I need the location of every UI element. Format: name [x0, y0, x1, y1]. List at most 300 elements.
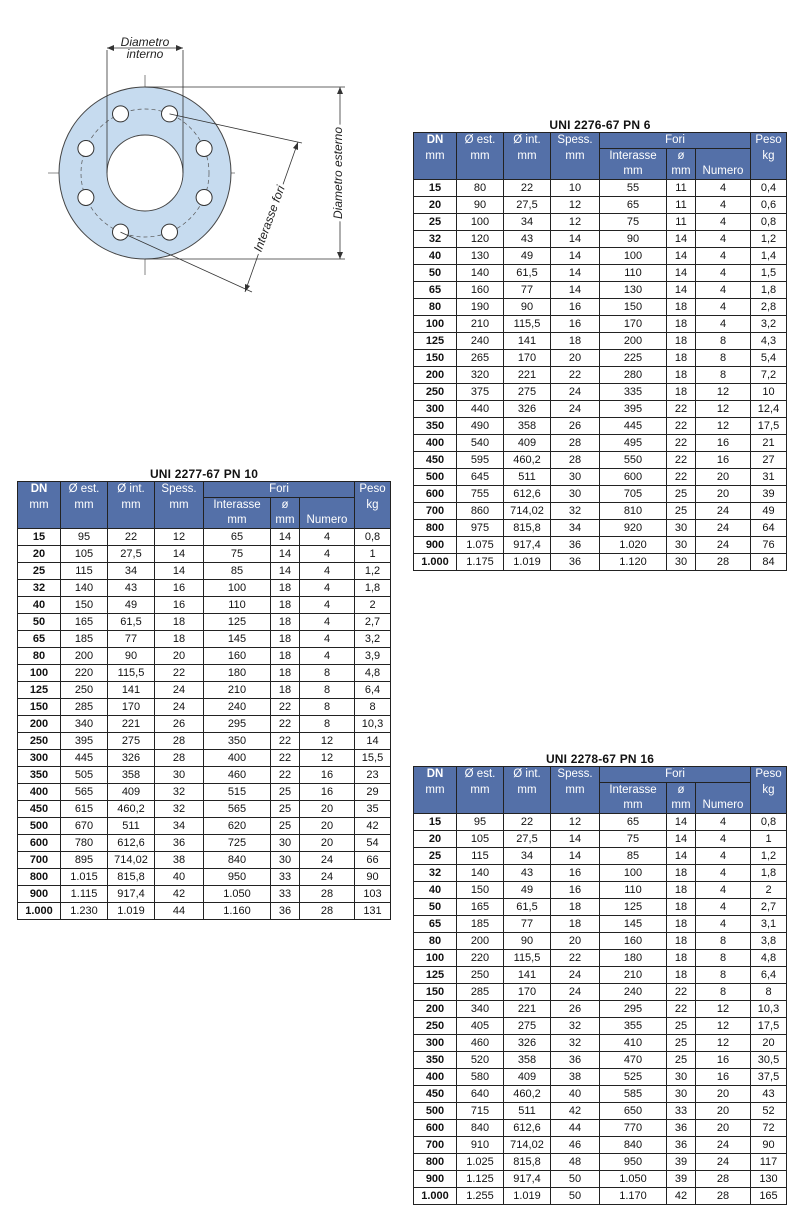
cell-peso: 0,6	[751, 197, 787, 214]
cell-spess: 24	[551, 967, 600, 984]
cell-spess: 14	[551, 231, 600, 248]
header-blank	[18, 513, 61, 529]
table-row	[18, 597, 391, 614]
cell-peso: 31	[751, 469, 787, 486]
cell-diametro-fori: 25	[667, 1018, 696, 1035]
cell-d-est: 150	[61, 597, 108, 614]
cell-interasse: 470	[600, 1052, 667, 1069]
cell-d-int: 43	[504, 231, 551, 248]
cell-peso: 2	[751, 882, 787, 899]
cell-d-est: 200	[61, 648, 108, 665]
cell-spess: 18	[551, 333, 600, 350]
label-diametro-interno-1: Diametro	[120, 35, 170, 49]
cell-interasse: 950	[204, 869, 271, 886]
table-row	[414, 503, 787, 520]
cell-numero: 8	[696, 984, 751, 1001]
table-row	[414, 1120, 787, 1137]
cell-spess: 22	[551, 367, 600, 384]
cell-numero: 4	[696, 848, 751, 865]
cell-dn: 200	[18, 716, 61, 733]
table-row	[414, 299, 787, 316]
cell-numero: 28	[696, 1171, 751, 1188]
table-row	[414, 537, 787, 554]
cell-dn: 400	[414, 435, 457, 452]
cell-d-est: 200	[457, 933, 504, 950]
cell-dn: 400	[414, 1069, 457, 1086]
cell-peso: 54	[355, 835, 391, 852]
cell-diametro-fori: 25	[667, 486, 696, 503]
table-row	[18, 699, 391, 716]
table-row	[18, 818, 391, 835]
header-blank	[414, 164, 457, 180]
cell-interasse: 55	[600, 180, 667, 197]
cell-interasse: 110	[600, 882, 667, 899]
cell-peso: 21	[751, 435, 787, 452]
label-diametro-interno-2: interno	[126, 47, 164, 61]
cell-diametro-fori: 18	[667, 316, 696, 333]
cell-spess: 12	[155, 529, 204, 546]
cell-d-int: 275	[504, 384, 551, 401]
cell-peso: 6,4	[751, 967, 787, 984]
cell-diametro-fori: 14	[271, 563, 300, 580]
cell-d-int: 460,2	[504, 1086, 551, 1103]
cell-interasse: 295	[600, 1001, 667, 1018]
cell-numero: 20	[696, 1103, 751, 1120]
table-row	[414, 1018, 787, 1035]
cell-d-int: 612,6	[504, 486, 551, 503]
cell-spess: 26	[551, 1001, 600, 1018]
header-blank	[551, 798, 600, 814]
cell-numero: 20	[300, 818, 355, 835]
cell-numero: 20	[300, 801, 355, 818]
table-row	[18, 665, 391, 682]
cell-spess: 14	[155, 546, 204, 563]
cell-peso: 27	[751, 452, 787, 469]
cell-diametro-fori: 18	[667, 865, 696, 882]
cell-d-est: 755	[457, 486, 504, 503]
cell-d-int: 27,5	[108, 546, 155, 563]
table-row	[414, 180, 787, 197]
cell-peso: 1,5	[751, 265, 787, 282]
cell-dn: 250	[18, 733, 61, 750]
table-row	[414, 265, 787, 282]
table-row	[18, 529, 391, 546]
cell-spess: 20	[551, 350, 600, 367]
cell-interasse: 110	[600, 265, 667, 282]
cell-diametro-fori: 18	[667, 333, 696, 350]
cell-d-int: 49	[504, 248, 551, 265]
cell-dn: 350	[414, 418, 457, 435]
header-row	[414, 164, 787, 180]
cell-interasse: 920	[600, 520, 667, 537]
cell-peso: 2,8	[751, 299, 787, 316]
header-blank	[108, 513, 155, 529]
cell-diametro-fori: 22	[271, 716, 300, 733]
table-row	[18, 614, 391, 631]
table-row	[18, 580, 391, 597]
cell-numero: 4	[300, 580, 355, 597]
cell-numero: 12	[696, 401, 751, 418]
cell-diametro-fori: 14	[667, 814, 696, 831]
table-row	[18, 767, 391, 784]
header-row	[18, 513, 391, 529]
cell-interasse: 400	[204, 750, 271, 767]
table-row	[18, 801, 391, 818]
cell-d-est: 130	[457, 248, 504, 265]
header-blank	[504, 164, 551, 180]
cell-spess: 16	[155, 580, 204, 597]
cell-numero: 24	[696, 537, 751, 554]
table-pn16	[413, 766, 787, 1205]
cell-d-int: 77	[504, 916, 551, 933]
table-row	[414, 197, 787, 214]
table-row	[414, 1171, 787, 1188]
cell-numero: 4	[696, 831, 751, 848]
header-d-int: Ø int.	[504, 133, 551, 149]
cell-numero: 4	[696, 282, 751, 299]
cell-d-int: 1.019	[504, 554, 551, 571]
cell-dn: 350	[414, 1052, 457, 1069]
cell-diametro-fori: 18	[667, 384, 696, 401]
cell-spess: 32	[551, 1035, 600, 1052]
cell-peso: 130	[751, 1171, 787, 1188]
table-row	[414, 814, 787, 831]
header-fori: Fori	[600, 767, 751, 783]
table-row	[18, 750, 391, 767]
cell-diametro-fori: 33	[271, 869, 300, 886]
cell-d-est: 220	[61, 665, 108, 682]
table-pn10-wrapper	[17, 467, 391, 920]
cell-numero: 4	[696, 899, 751, 916]
table-row	[414, 848, 787, 865]
cell-spess: 24	[551, 384, 600, 401]
cell-dn: 50	[414, 899, 457, 916]
cell-d-est: 115	[457, 848, 504, 865]
header-blank	[61, 513, 108, 529]
table-row	[414, 469, 787, 486]
table-row	[18, 869, 391, 886]
cell-spess: 44	[551, 1120, 600, 1137]
header-blank	[751, 164, 787, 180]
cell-numero: 4	[696, 231, 751, 248]
table-row	[414, 984, 787, 1001]
cell-peso: 15,5	[355, 750, 391, 767]
cell-d-int: 714,02	[504, 503, 551, 520]
cell-diametro-fori: 22	[667, 1001, 696, 1018]
table-row	[18, 886, 391, 903]
header-blank	[551, 164, 600, 180]
cell-dn: 20	[18, 546, 61, 563]
cell-numero: 8	[696, 933, 751, 950]
cell-numero: 4	[696, 299, 751, 316]
cell-dn: 350	[18, 767, 61, 784]
cell-peso: 42	[355, 818, 391, 835]
cell-dn: 1.000	[414, 1188, 457, 1205]
table-row	[18, 682, 391, 699]
cell-interasse: 335	[600, 384, 667, 401]
cell-diametro-fori: 14	[667, 248, 696, 265]
cell-interasse: 445	[600, 418, 667, 435]
cell-dn: 1.000	[414, 554, 457, 571]
cell-numero: 4	[696, 214, 751, 231]
cell-d-est: 1.075	[457, 537, 504, 554]
table-row	[414, 1052, 787, 1069]
cell-peso: 1	[751, 831, 787, 848]
cell-d-int: 90	[108, 648, 155, 665]
cell-spess: 50	[551, 1171, 600, 1188]
cell-diametro-fori: 30	[667, 554, 696, 571]
cell-d-est: 105	[457, 831, 504, 848]
table-pn16-wrapper	[413, 752, 787, 1205]
cell-numero: 4	[696, 197, 751, 214]
cell-d-est: 140	[61, 580, 108, 597]
cell-numero: 4	[300, 529, 355, 546]
cell-peso: 3,9	[355, 648, 391, 665]
cell-numero: 28	[696, 1188, 751, 1205]
cell-spess: 28	[155, 733, 204, 750]
cell-d-int: 170	[108, 699, 155, 716]
cell-interasse: 100	[204, 580, 271, 597]
cell-d-est: 580	[457, 1069, 504, 1086]
cell-d-int: 61,5	[108, 614, 155, 631]
cell-interasse: 110	[204, 597, 271, 614]
header-numero: Numero	[696, 164, 751, 180]
cell-diametro-fori: 36	[667, 1120, 696, 1137]
cell-d-est: 1.125	[457, 1171, 504, 1188]
cell-numero: 16	[696, 452, 751, 469]
cell-spess: 12	[551, 214, 600, 231]
cell-diametro-fori: 22	[271, 733, 300, 750]
cell-spess: 30	[551, 469, 600, 486]
cell-interasse: 125	[600, 899, 667, 916]
cell-numero: 12	[696, 1018, 751, 1035]
cell-d-int: 275	[108, 733, 155, 750]
cell-d-int: 460,2	[108, 801, 155, 818]
table-row	[414, 367, 787, 384]
cell-numero: 20	[696, 469, 751, 486]
cell-dn: 65	[414, 916, 457, 933]
cell-interasse: 650	[600, 1103, 667, 1120]
cell-diametro-fori: 14	[667, 848, 696, 865]
cell-d-int: 43	[108, 580, 155, 597]
cell-diametro-fori: 22	[667, 401, 696, 418]
header-row	[414, 133, 787, 149]
table-pn10-title: UNI 2277-67 PN 10	[149, 467, 259, 481]
cell-spess: 14	[155, 563, 204, 580]
cell-peso: 1,8	[751, 282, 787, 299]
cell-peso: 8	[355, 699, 391, 716]
cell-numero: 24	[696, 503, 751, 520]
cell-spess: 12	[551, 197, 600, 214]
cell-interasse: 600	[600, 469, 667, 486]
cell-numero: 4	[300, 563, 355, 580]
cell-numero: 4	[300, 614, 355, 631]
cell-peso: 39	[751, 486, 787, 503]
cell-numero: 8	[696, 350, 751, 367]
table-row	[414, 950, 787, 967]
cell-interasse: 145	[204, 631, 271, 648]
cell-interasse: 355	[600, 1018, 667, 1035]
cell-peso: 23	[355, 767, 391, 784]
cell-d-est: 95	[457, 814, 504, 831]
cell-d-int: 77	[108, 631, 155, 648]
cell-spess: 14	[551, 848, 600, 865]
cell-spess: 36	[155, 835, 204, 852]
cell-peso: 66	[355, 852, 391, 869]
cell-spess: 40	[155, 869, 204, 886]
cell-d-est: 185	[457, 916, 504, 933]
cell-d-est: 210	[457, 316, 504, 333]
cell-interasse: 240	[204, 699, 271, 716]
cell-diametro-fori: 22	[271, 750, 300, 767]
table-row	[18, 852, 391, 869]
cell-d-est: 165	[61, 614, 108, 631]
header-blank	[457, 798, 504, 814]
cell-diametro-fori: 18	[271, 682, 300, 699]
header-unit-mm: mm	[414, 149, 457, 165]
cell-interasse: 180	[204, 665, 271, 682]
cell-d-est: 105	[61, 546, 108, 563]
cell-spess: 32	[551, 1018, 600, 1035]
cell-d-int: 22	[108, 529, 155, 546]
cell-numero: 8	[300, 699, 355, 716]
cell-d-int: 714,02	[108, 852, 155, 869]
table-row	[18, 903, 391, 920]
cell-diametro-fori: 14	[667, 831, 696, 848]
cell-d-int: 917,4	[504, 1171, 551, 1188]
cell-dn: 200	[414, 367, 457, 384]
cell-d-int: 326	[504, 1035, 551, 1052]
cell-peso: 1	[355, 546, 391, 563]
cell-diametro-fori: 39	[667, 1171, 696, 1188]
table-row	[18, 631, 391, 648]
header-fori: Fori	[600, 133, 751, 149]
cell-diametro-fori: 18	[667, 899, 696, 916]
cell-spess: 40	[551, 1086, 600, 1103]
header-unit-mm: mm	[271, 513, 300, 529]
cell-interasse: 460	[204, 767, 271, 784]
cell-diametro-fori: 18	[271, 614, 300, 631]
table-row	[414, 899, 787, 916]
cell-spess: 16	[551, 882, 600, 899]
cell-d-int: 115,5	[108, 665, 155, 682]
cell-interasse: 65	[600, 814, 667, 831]
cell-peso: 14	[355, 733, 391, 750]
cell-spess: 18	[155, 614, 204, 631]
cell-numero: 4	[696, 265, 751, 282]
cell-d-est: 1.230	[61, 903, 108, 920]
cell-interasse: 515	[204, 784, 271, 801]
cell-numero: 8	[696, 333, 751, 350]
cell-peso: 1,8	[751, 865, 787, 882]
cell-spess: 42	[155, 886, 204, 903]
cell-d-est: 445	[61, 750, 108, 767]
cell-interasse: 585	[600, 1086, 667, 1103]
cell-spess: 14	[551, 265, 600, 282]
cell-numero: 28	[300, 886, 355, 903]
table-pn6-wrapper	[413, 118, 787, 571]
cell-d-est: 1.015	[61, 869, 108, 886]
cell-dn: 300	[18, 750, 61, 767]
cell-d-int: 815,8	[108, 869, 155, 886]
cell-d-int: 170	[504, 984, 551, 1001]
header-unit-mm: mm	[551, 783, 600, 799]
cell-peso: 2,7	[751, 899, 787, 916]
cell-numero: 4	[696, 248, 751, 265]
cell-numero: 4	[696, 882, 751, 899]
cell-d-int: 326	[108, 750, 155, 767]
cell-diametro-fori: 25	[667, 1035, 696, 1052]
cell-interasse: 150	[600, 299, 667, 316]
header-row	[414, 149, 787, 165]
cell-d-est: 340	[61, 716, 108, 733]
cell-diametro-fori: 22	[667, 418, 696, 435]
cell-d-int: 612,6	[108, 835, 155, 852]
cell-d-int: 511	[108, 818, 155, 835]
cell-dn: 300	[414, 401, 457, 418]
cell-interasse: 210	[600, 967, 667, 984]
cell-d-est: 140	[457, 865, 504, 882]
cell-dn: 500	[414, 469, 457, 486]
table-row	[414, 520, 787, 537]
cell-spess: 34	[155, 818, 204, 835]
cell-dn: 400	[18, 784, 61, 801]
header-interasse: Interasse	[204, 498, 271, 514]
cell-dn: 150	[414, 984, 457, 1001]
table-row	[414, 333, 787, 350]
table-pn16-title: UNI 2278-67 PN 16	[545, 752, 655, 766]
cell-numero: 28	[696, 554, 751, 571]
cell-interasse: 705	[600, 486, 667, 503]
cell-diametro-fori: 33	[667, 1103, 696, 1120]
header-blank	[696, 149, 751, 165]
table-row	[414, 418, 787, 435]
cell-numero: 4	[696, 180, 751, 197]
header-row	[414, 767, 787, 783]
cell-spess: 10	[551, 180, 600, 197]
header-interasse: Interasse	[600, 783, 667, 799]
header-unit-mm: mm	[108, 498, 155, 514]
cell-numero: 4	[300, 546, 355, 563]
cell-d-int: 612,6	[504, 1120, 551, 1137]
cell-peso: 3,8	[751, 933, 787, 950]
cell-dn: 100	[414, 950, 457, 967]
header-blank	[414, 798, 457, 814]
cell-spess: 32	[155, 801, 204, 818]
cell-interasse: 225	[600, 350, 667, 367]
table-row	[18, 784, 391, 801]
cell-interasse: 85	[600, 848, 667, 865]
cell-dn: 15	[18, 529, 61, 546]
cell-d-est: 490	[457, 418, 504, 435]
cell-interasse: 85	[204, 563, 271, 580]
header-unit-mm: mm	[457, 149, 504, 165]
table-row	[414, 401, 787, 418]
cell-dn: 32	[414, 865, 457, 882]
cell-d-est: 1.025	[457, 1154, 504, 1171]
cell-peso: 0,8	[751, 214, 787, 231]
cell-diametro-fori: 22	[667, 984, 696, 1001]
cell-dn: 40	[414, 248, 457, 265]
cell-peso: 1,8	[355, 580, 391, 597]
cell-dn: 20	[414, 831, 457, 848]
cell-d-est: 895	[61, 852, 108, 869]
cell-dn: 900	[414, 537, 457, 554]
header-peso: Peso	[751, 133, 787, 149]
table-row	[414, 486, 787, 503]
cell-diametro-fori: 25	[271, 784, 300, 801]
table-row	[414, 1086, 787, 1103]
